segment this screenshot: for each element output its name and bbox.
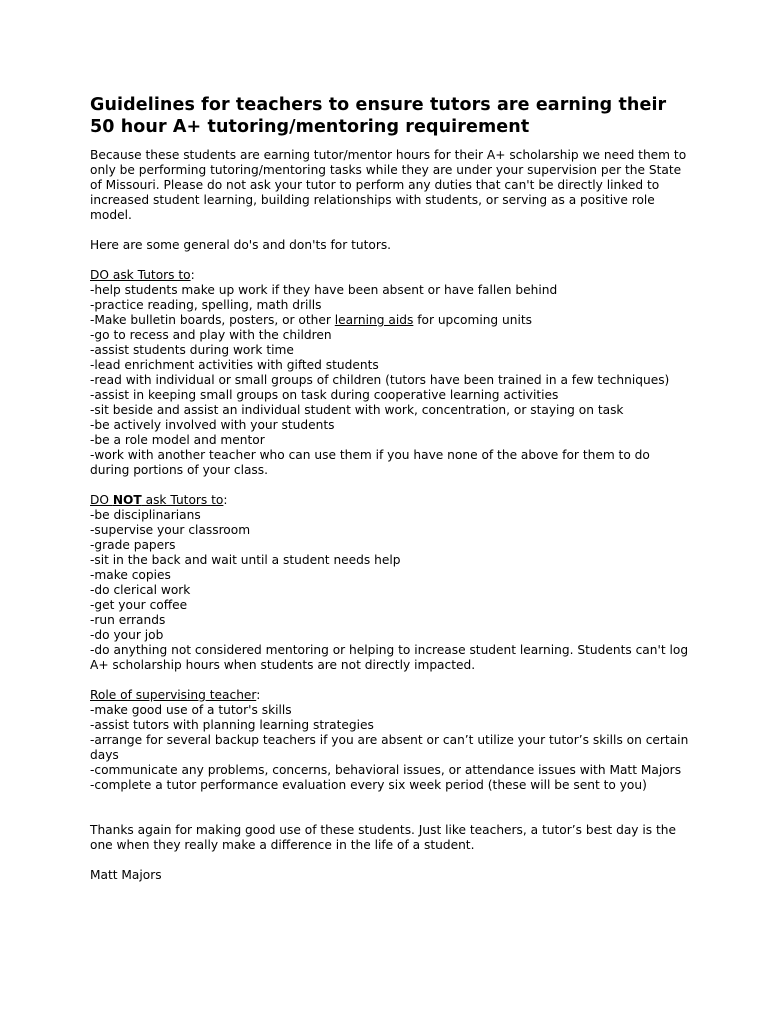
document-title: Guidelines for teachers to ensure tutors are earning their 50 hour A+ tutoring/mentoring requirement: [90, 95, 667, 137]
general-paragraph: Here are some general do's and don'ts for tutors.: [90, 238, 392, 252]
closing-paragraph: Thanks again for making good use of these students. Just like teachers, a tutor’s best day is the one when they really make a difference in the life of a student.: [90, 823, 676, 852]
dont-list: [90, 508, 690, 673]
do-heading-colon: :: [190, 268, 195, 282]
role-list-item: -complete a tutor performance evaluation every six week period (these will be sent to you): [90, 778, 647, 792]
dont-list-item: -do anything not considered mentoring or helping to increase student learning. Students can't log A+ scholarship hours when students are not directly impacted.: [90, 643, 689, 672]
role-list-item: -communicate any problems, concerns, behavioral issues, or attendance issues with Matt Majors: [90, 763, 682, 777]
do-item-text: for upcoming units: [413, 313, 533, 327]
role-list-item: -arrange for several backup teachers if you are absent or can’t utilize your tutor’s skills on certain days: [90, 733, 689, 762]
do-list-item: -be actively involved with your students: [90, 418, 335, 432]
learning-aids-text: learning aids: [334, 313, 414, 327]
dont-heading-underlined: DO NOT ask Tutors to: [90, 493, 224, 507]
do-list-item: -read with individual or small groups of children (tutors have been trained in a few techniques): [90, 373, 670, 387]
dont-section-heading: [90, 493, 690, 508]
do-list-item: -assist students during work time: [90, 343, 294, 357]
do-list-item: -help students make up work if they have been absent or have fallen behind: [90, 283, 558, 297]
do-list-item: -be a role model and mentor: [90, 433, 265, 447]
role-list: [90, 703, 690, 793]
do-list-item: [90, 313, 690, 328]
do-item-text: -Make bulletin boards, posters, or other: [90, 313, 335, 327]
intro-paragraph: Because these students are earning tutor/mentor hours for their A+ scholarship we need them to only be performing tutoring/mentoring tasks while they are under your supervision per the State of Missouri. Please do not ask your tutor to perform any duties that can't be directly linked to increased student learning, building relationships with students, or serving as a positive role model.: [90, 148, 687, 222]
role-list-item: -assist tutors with planning learning strategies: [90, 718, 374, 732]
signature: Matt Majors: [90, 868, 162, 882]
document-body: [90, 94, 690, 883]
dont-list-item: -make copies: [90, 568, 171, 582]
dont-list-item: -supervise your classroom: [90, 523, 251, 537]
role-heading-colon: :: [256, 688, 261, 702]
do-list-item: -lead enrichment activities with gifted students: [90, 358, 379, 372]
dont-list-item: -run errands: [90, 613, 166, 627]
role-section-heading: [90, 688, 690, 703]
dont-heading-colon: :: [223, 493, 228, 507]
do-list-item: -practice reading, spelling, math drills: [90, 298, 322, 312]
dont-list-item: -do clerical work: [90, 583, 191, 597]
do-list-item: -assist in keeping small groups on task during cooperative learning activities: [90, 388, 559, 402]
do-list: [90, 283, 690, 478]
dont-list-item: -be disciplinarians: [90, 508, 201, 522]
do-list-item: -work with another teacher who can use them if you have none of the above for them to do during portions of your class.: [90, 448, 650, 477]
dont-list-item: -grade papers: [90, 538, 176, 552]
role-list-item: -make good use of a tutor's skills: [90, 703, 292, 717]
dont-list-item: -do your job: [90, 628, 164, 642]
do-section-heading: [90, 268, 690, 283]
not-emphasis: NOT: [112, 493, 142, 507]
role-heading-underlined: Role of supervising teacher: [90, 688, 257, 702]
do-heading-underlined: DO ask Tutors to: [90, 268, 191, 282]
dont-list-item: -sit in the back and wait until a student needs help: [90, 553, 401, 567]
do-list-item: -go to recess and play with the children: [90, 328, 332, 342]
do-list-item: -sit beside and assist an individual student with work, concentration, or staying on task: [90, 403, 624, 417]
dont-list-item: -get your coffee: [90, 598, 188, 612]
